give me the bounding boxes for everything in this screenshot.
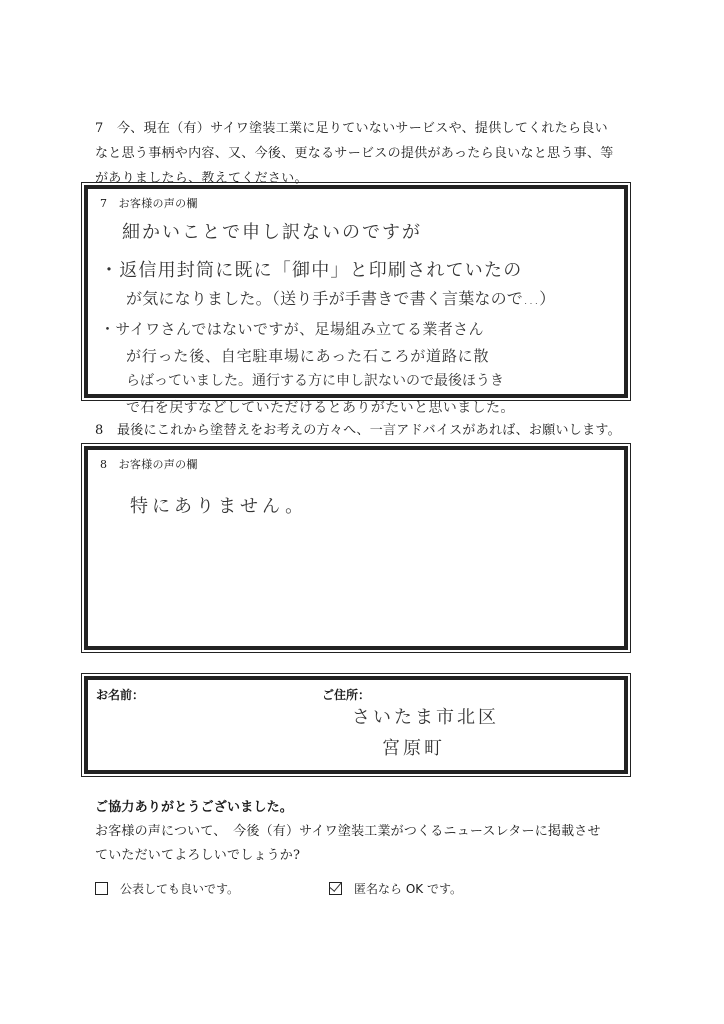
question-number: 7: [95, 121, 104, 136]
handwritten-line: ・サイワさんではないですが、足場組み立てる業者さん: [100, 320, 484, 338]
box-8-header: 8 お客様の声の欄: [100, 458, 198, 471]
customer-voice-box-8: [84, 446, 628, 650]
closing-section: [95, 796, 655, 868]
address-line-1: さいたま市北区: [352, 707, 499, 728]
anonymous-label: 匿名なら OK です。: [354, 882, 462, 896]
public-label: 公表しても良いです。: [120, 882, 240, 896]
public-checkbox[interactable]: [95, 882, 108, 895]
closing-line-2: ていただいてよろしいでしょうか?: [95, 848, 301, 863]
question-7: [95, 116, 635, 191]
question-7-line-1: 7 今、現在（有）サイワ塗装工業に足りていないサービスや、提供してくれたら良い: [95, 116, 635, 141]
closing-line-1: お客様の声について、 今後（有）サイワ塗装工業がつくるニュースレターに掲載させ: [95, 824, 601, 839]
address-line-2: 宮原町: [382, 738, 445, 759]
handwritten-answer: 特にありません。: [130, 496, 308, 517]
question-8: [95, 418, 635, 443]
question-number: 8: [95, 423, 104, 438]
question-7-line-3: がありましたら、教えてください。: [95, 171, 308, 186]
handwritten-line: らばっていました。通行する方に申し訳ないので最後ほうき: [126, 373, 504, 389]
handwritten-line: が行った後、自宅駐車場にあった石ころが道路に散: [126, 347, 490, 365]
anonymous-checkbox[interactable]: [329, 882, 342, 895]
option-public[interactable]: [95, 880, 239, 897]
box-7-header: 7 お客様の声の欄: [100, 197, 198, 210]
question-8-text: 最後にこれから塗替えをお考えの方々へ、一言アドバイスがあれば、お願いします。: [117, 423, 621, 438]
handwritten-line: で石を戻すなどしていただけるとありがたいと思いました。: [126, 400, 515, 416]
handwritten-line: 細かいことで申し訳ないのですが: [122, 222, 422, 243]
closing-title: ご協力ありがとうございました。: [95, 800, 294, 815]
option-anonymous[interactable]: [329, 880, 462, 897]
address-label: ご住所：: [322, 688, 371, 702]
handwritten-line: ・返信用封筒に既に「御中」と印刷されていたの: [100, 260, 523, 281]
handwritten-line: が気になりました。（送り手が手書きで書く言葉なので…）: [126, 289, 556, 308]
name-label: お名前：: [96, 688, 145, 702]
question-7-line-2: なと思う事柄や内容、又、今後、更なるサービスの提供があったら良いなと思う事、等: [95, 146, 614, 161]
